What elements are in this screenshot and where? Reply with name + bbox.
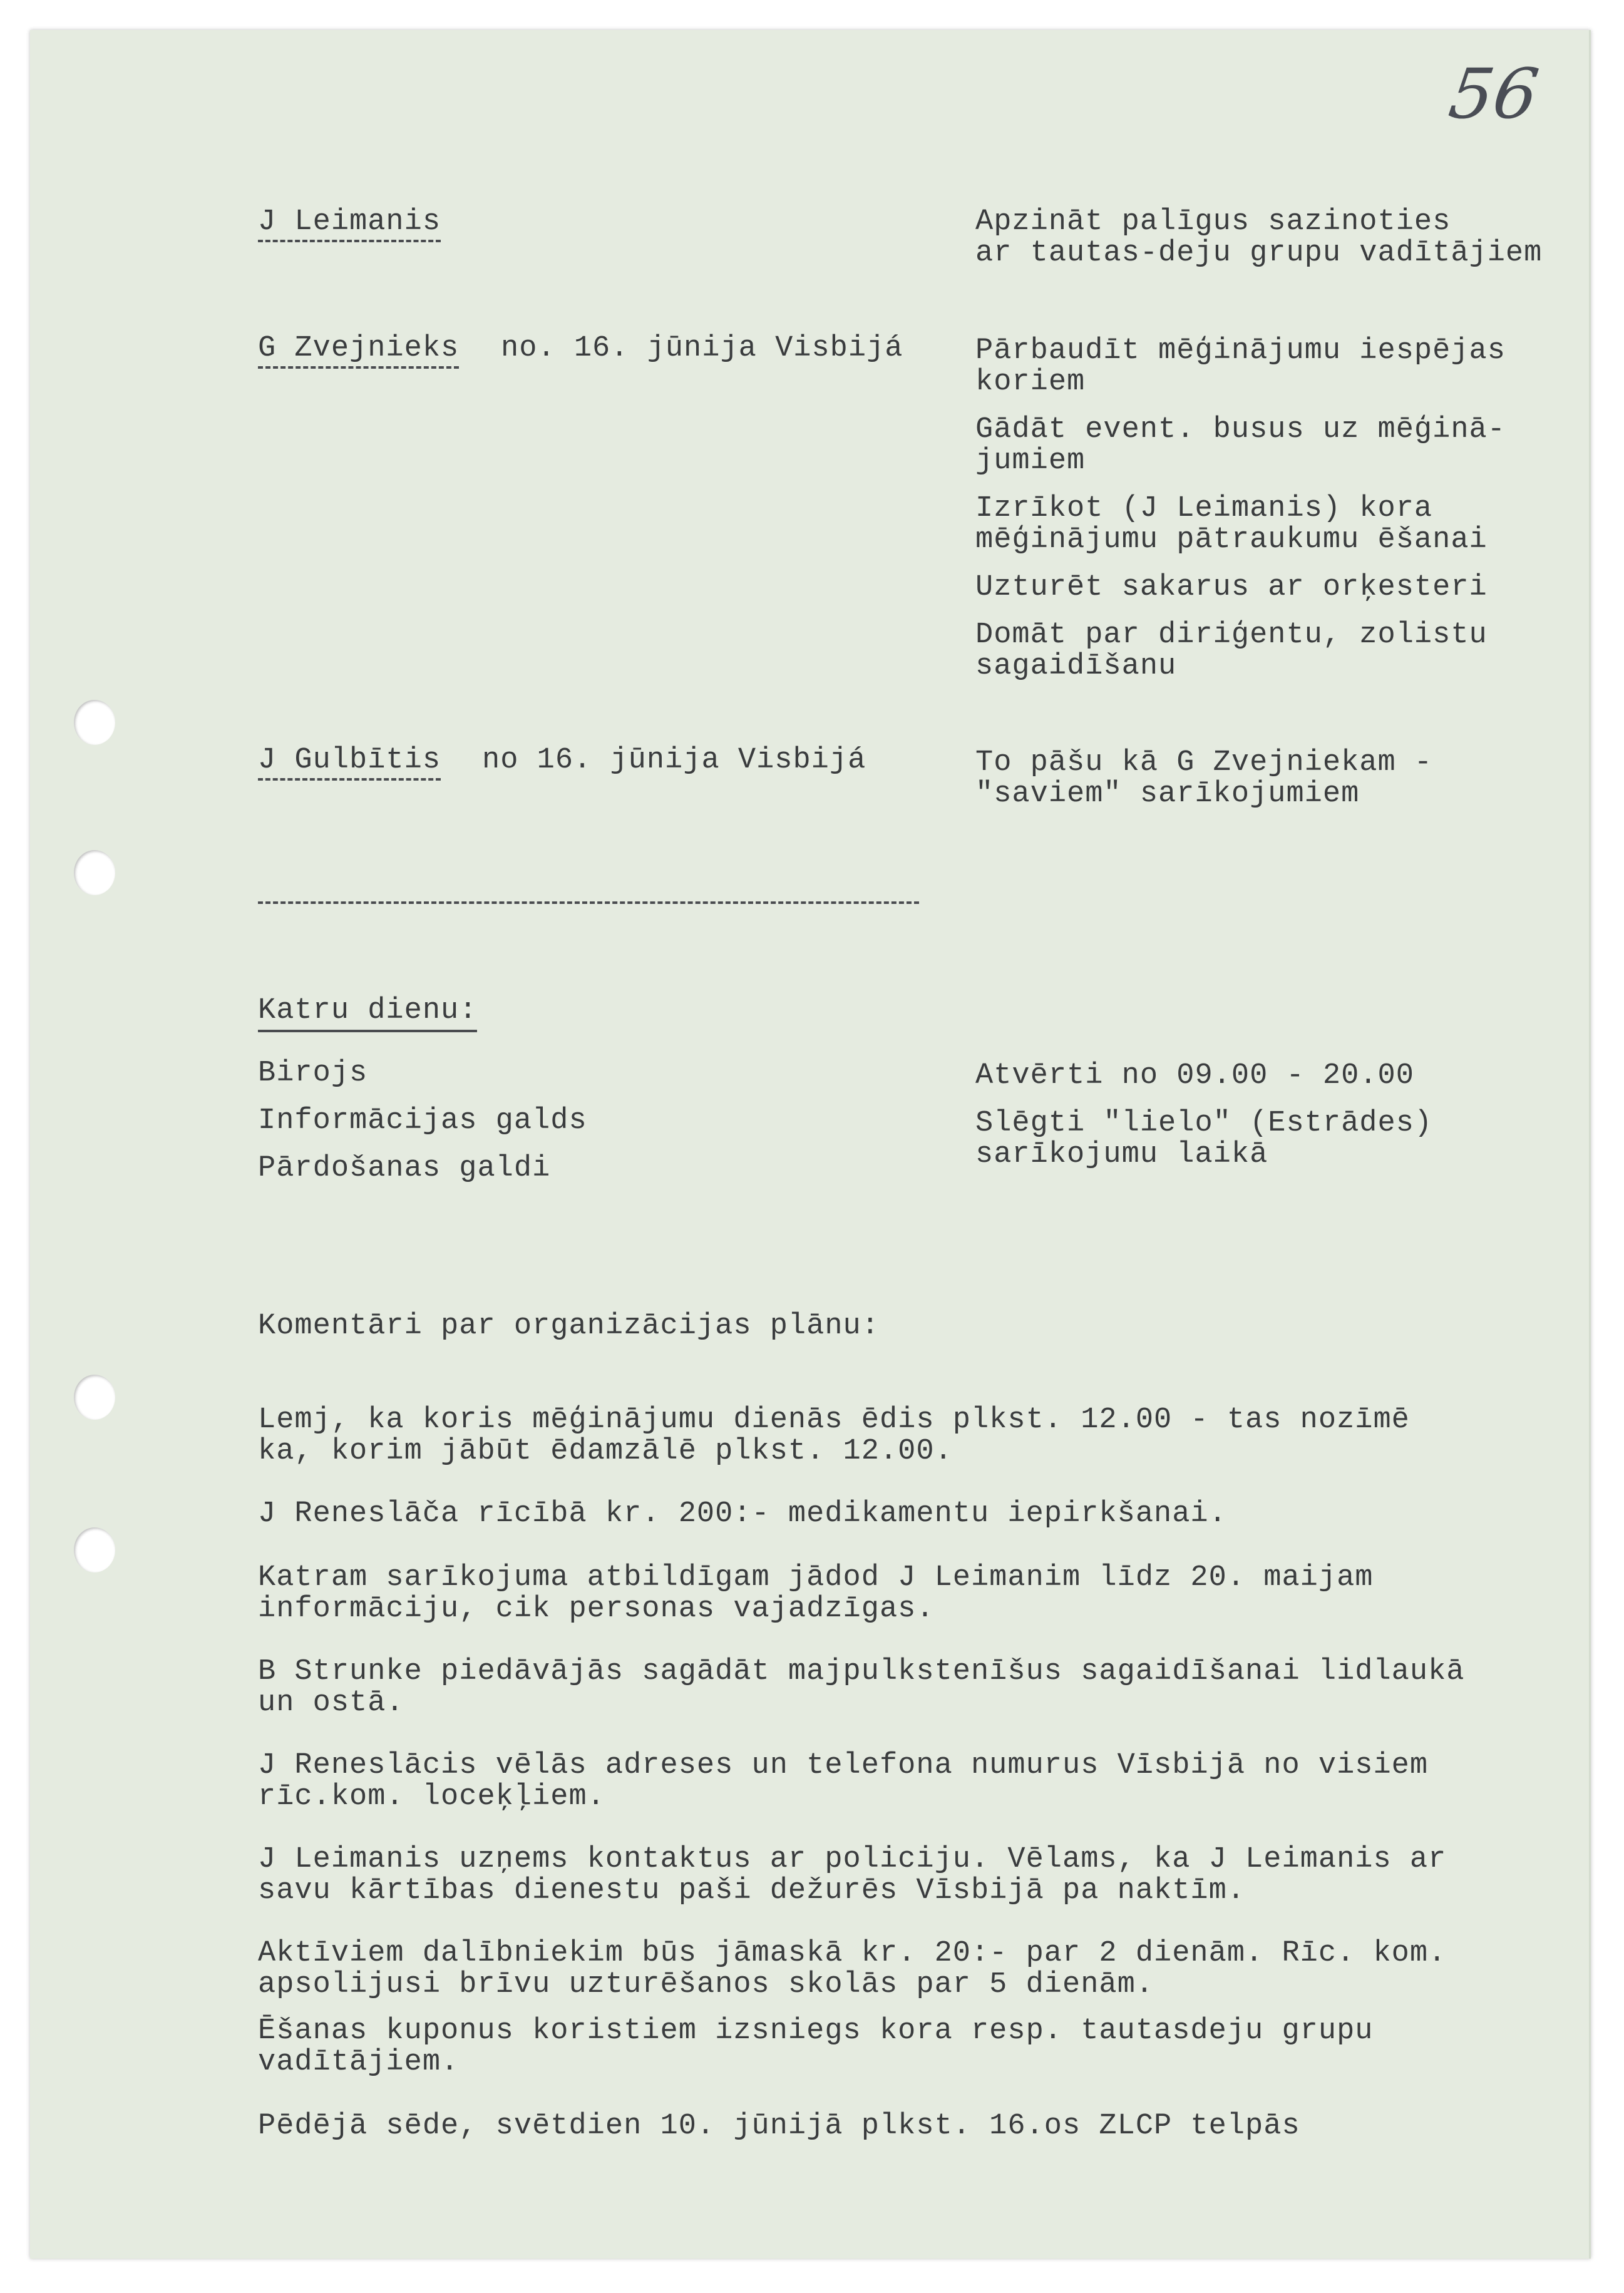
- task: To pāšu kā G Zvejniekam - "saviem" sarīkojumiem: [975, 746, 1433, 811]
- daily-item: Pārdošanas galdi: [258, 1152, 551, 1185]
- assignment-name: [258, 207, 441, 238]
- punch-hole: [74, 1527, 115, 1572]
- person-name: J Gulbītis: [258, 744, 441, 781]
- separator-line: [258, 901, 919, 904]
- comment-paragraph: J Reneslāča rīcībā kr. 200:- medikamentu iepirkšanai.: [258, 1497, 1227, 1531]
- task: Pārbaudīt mēģinājumu iespējas koriem: [975, 334, 1506, 399]
- comment-paragraph: B Strunke piedāvājās sagādāt majpulkstenīšus sagaidīšanai lidlaukā un ostā.: [258, 1655, 1465, 1720]
- task: Gādāt event. busus uz mēģinā- jumiem: [975, 413, 1506, 478]
- daily-item: Birojs: [258, 1057, 368, 1090]
- comment-paragraph: Lemj, ka koris mēģinājumu dienās ēdis plkst. 12.00 - tas nozīmē ka, korim jābūt ēdamzālē plkst. 12.00.: [258, 1403, 1410, 1468]
- task: Uzturēt sakarus ar orķesteri: [975, 571, 1488, 604]
- assignment-when: no. 16. jūnija Visbijá: [501, 332, 903, 365]
- comment-paragraph: Ēšanas kuponus koristiem izsniegs kora resp. tautasdeju grupu vadītājiem.: [258, 2014, 1374, 2079]
- comment-paragraph: J Reneslācis vēlās adreses un telefona numurus Vīsbijā no visiem rīc.kom. loceķļiem.: [258, 1749, 1429, 1813]
- assignment-name: [258, 745, 441, 776]
- comment-paragraph: Katram sarīkojuma atbildīgam jādod J Leimanim līdz 20. maijam informāciju, cik personas vajadzīgas.: [258, 1561, 1374, 1626]
- comments-heading: Komentāri par organizācijas plānu:: [258, 1310, 880, 1343]
- daily-note: Slēgti "lielo" (Estrādes) sarīkojumu laikā: [975, 1107, 1433, 1171]
- punch-hole: [74, 700, 115, 745]
- assignment-name: [258, 333, 459, 364]
- daily-item: Informācijas galds: [258, 1104, 587, 1137]
- comment-paragraph: Pēdējā sēde, svētdien 10. jūnijā plkst. 16.os ZLCP telpās: [258, 2110, 1300, 2143]
- task: Izrīkot (J Leimanis) kora mēģinājumu pātraukumu ēšanai: [975, 492, 1488, 557]
- assignment-when: no 16. jūnija Visbijá: [482, 744, 866, 777]
- punch-hole: [74, 1375, 115, 1420]
- task: Apzināt palīgus sazinoties ar tautas-deju grupu vadītājiem: [975, 205, 1543, 270]
- daily-heading-text: Katru dienu:: [258, 994, 477, 1032]
- comment-paragraph: J Leimanis uzņems kontaktus ar policiju. Vēlams, ka J Leimanis ar savu kārtības dienestu paši dežurēs Vīsbijā pa naktīm.: [258, 1843, 1447, 1907]
- daily-note: Atvērti no 09.00 - 20.00: [975, 1059, 1414, 1092]
- task: Domāt par diriģentu, zolistu sagaidīšanu: [975, 618, 1488, 683]
- page-number: 56: [1444, 54, 1543, 134]
- person-name: G Zvejnieks: [258, 332, 459, 369]
- daily-heading: [258, 995, 477, 1027]
- person-name: J Leimanis: [258, 205, 441, 242]
- punch-hole: [74, 850, 115, 895]
- comment-paragraph: Aktīviem dalībniekim būs jāmaskā kr. 20:- par 2 dienām. Rīc. kom. apsolijusi brīvu uzturēšanos skolās par 5 dienām.: [258, 1937, 1447, 2001]
